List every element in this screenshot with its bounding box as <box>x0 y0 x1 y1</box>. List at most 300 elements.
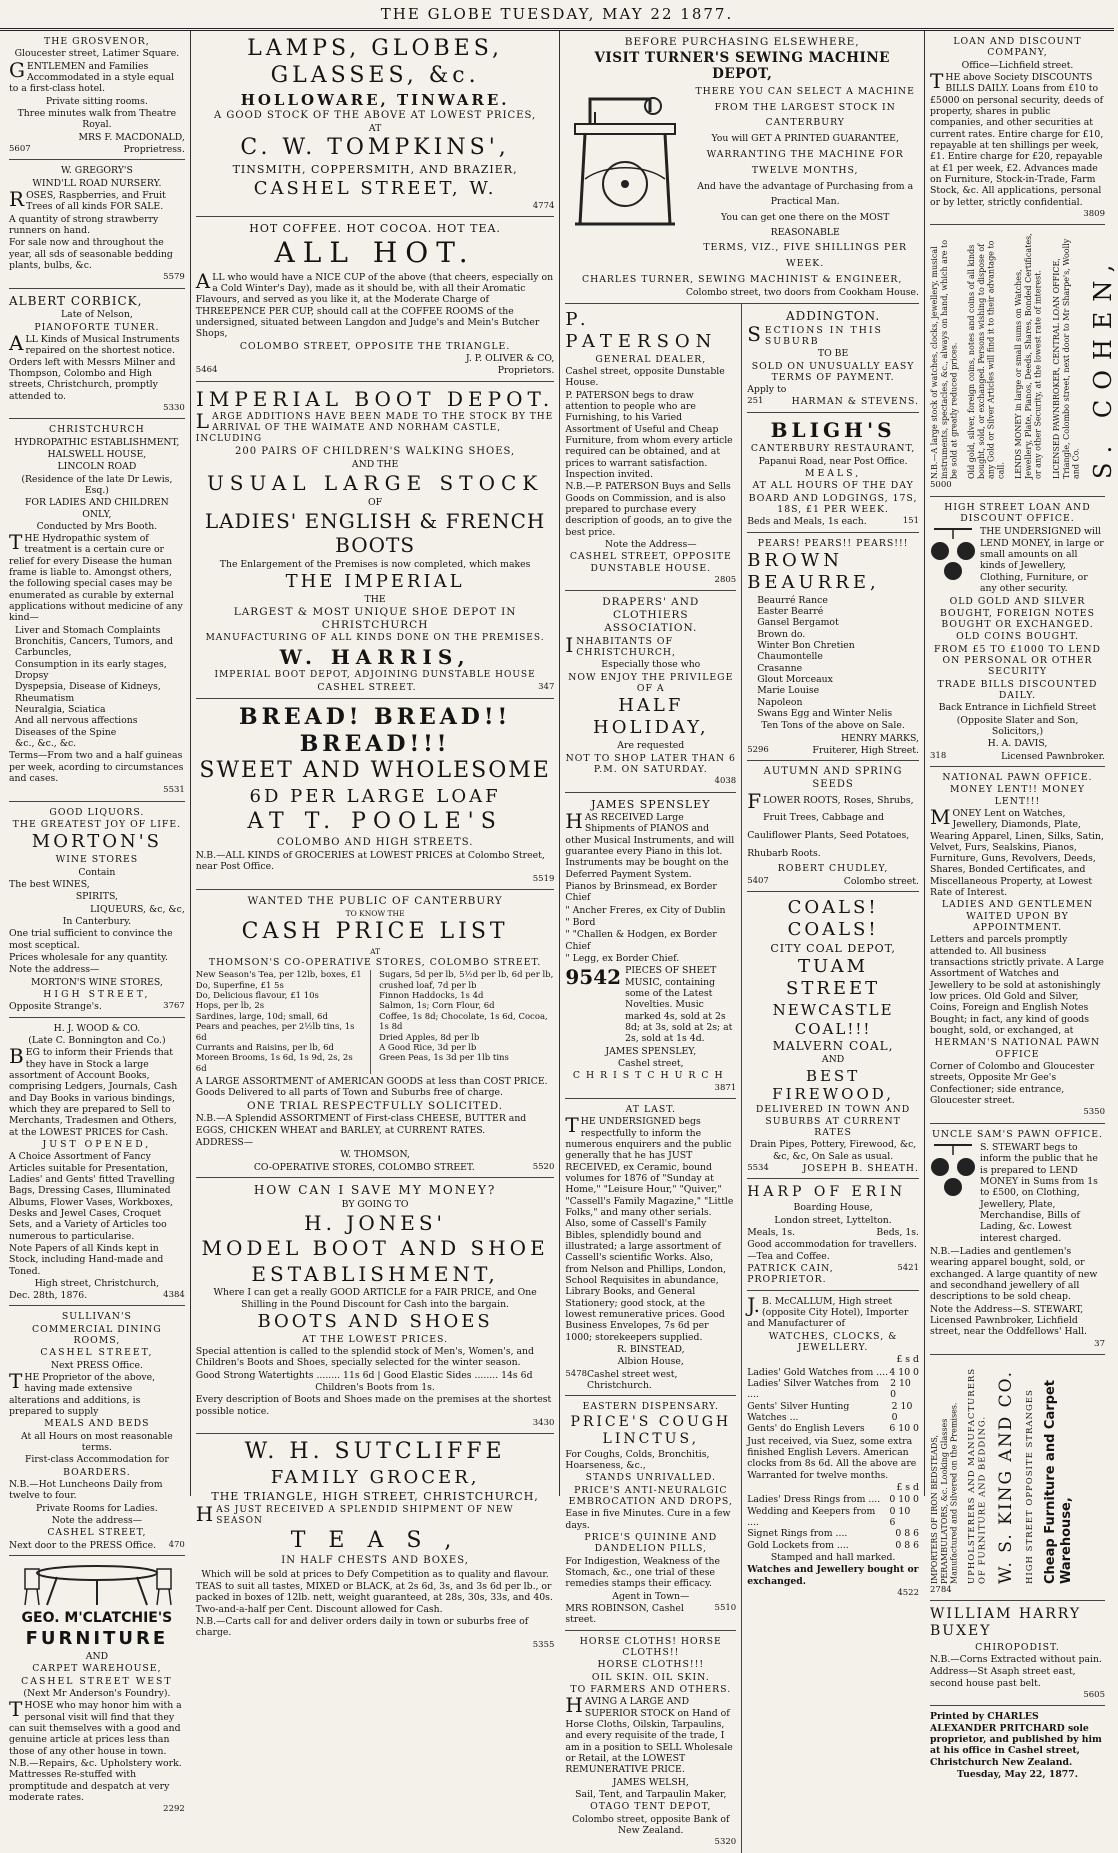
ad-v4: UPHOLSTERERS AND MANUFACTURERS OF FURNITURE AND BEDDING. <box>967 1367 988 1584</box>
ad-agent2: MRS ROBINSON, Cashel street. <box>565 1602 684 1626</box>
ad-owner: PATRICK CAIN, PROPRIETOR. <box>747 1263 834 1286</box>
ad-addr2: Next door to the PRESS Office. <box>9 1539 157 1551</box>
ad-lowest: AT THE LOWEST PRICES. <box>302 1333 449 1345</box>
price-row <box>747 1367 919 1378</box>
ad-title: LOAN AND DISCOUNT COMPANY, <box>953 36 1082 59</box>
sewing-machine-icon <box>565 84 685 234</box>
ad-addr2: HIGH STREET, <box>43 988 151 1000</box>
ad-body: ALL who would have a NICE CUP of the above (that cheers, especially on a Cold Winter's Day), made as it should be, with all their Aromatic Flavours, and served as you like it, at the Moderate Charge of THREEPENCE PER CUP, should call at the COFFEE ROOMS of the undersigned, situated between Langdon and Judge's and Mein's Butcher Shops, <box>195 268 554 340</box>
ad-code: 5330 <box>163 402 185 413</box>
ad-mccallum <box>747 1291 919 1604</box>
ad-depot: OTAGO TENT DEPOT, <box>590 1801 712 1813</box>
price-value: 0 10 0 <box>889 1494 919 1506</box>
ad-head: £ s d <box>896 1354 919 1366</box>
ad-title: JAMES SPENSLEY <box>591 797 711 811</box>
ad-l4: " "Challen & Hodgen, ex Border Chief <box>565 929 717 952</box>
price-list-left: New Season's Tea, per 12lb, boxes, £1 Do, Superfine, £1 5s Do, Delicious flavour, £1 10s Hops, per lb, 2s Sardines, large, 10d; small, 6d Pears and peaches, per 2½lb tins, 1s 6d Currants and Raisins, per lb, 6d Moreen Brooms, 1s 6d, 1s 9d, 2s, 2s 6d <box>196 970 371 1074</box>
ad-code: 5605 <box>1083 1689 1105 1700</box>
ad-body: THE UNDERSIGNED begs respectfully to inform the numerous enquirers and the public generally that he has JUST RECEIVED, ex Ceramic, bound volumes for 1876 of "Sunday at Home," "Leisure Hour," "Quiver," "Cassell's Family Magazine," "Little Folks," and many other serials. Also, some of Cassell's Family Bibles, splendidly bound and illustrated; a large assortment of Cassell's scientific Works. Also, from Nelson and Phillips, London, School Requisites in abundance, Library Books, and General Stationery; good stock, at the lowest remunerative prices. Good Business Envelopes, 7s 6d per 1000; storekeepers supplied. <box>565 1113 734 1343</box>
ad-body: GENTLEMEN and Families Accommodated in a style equal to a first-class hotel. <box>9 57 175 95</box>
ad-code: 5510 <box>714 1602 737 1613</box>
ad-beds: Beds and Meals, 1s each. <box>747 516 867 528</box>
ad-terms: Terms—From two and a half guineas per week, acording to circumstances and cases. <box>9 750 184 785</box>
ad-model: MODEL BOOT AND SHOE <box>201 1236 549 1261</box>
ad-esp: Especially those who <box>601 659 701 671</box>
ad-addr: CASHEL STREET, <box>47 1527 147 1539</box>
ad-sub4: (Residence of the late Dr Lewis, Esq.) <box>21 473 173 496</box>
ad-body: P. PATERSON begs to draw attention to people who are Furnishing, to his Varied Assortment of Useful and Cheap Furniture, from whom every article required can be obtained, and at prices to warrant satisfaction. Inspection invited. <box>565 389 733 481</box>
ad-body3: For sale now and throughout the year, all sds of seasonable bedding plants, bulbs, &c. <box>9 237 173 271</box>
ad-addr: COLOMBO AND HIGH STREETS. <box>276 836 474 848</box>
ad-teas: T E A S , <box>290 1527 460 1553</box>
ad-pears <box>747 533 919 762</box>
ad-body: HAS RECEIVED Large Shipments of PIANOS and other Musical Instruments, and will guarantee every Piano in this lot. Instruments may be bought on the Deferred Payment System. <box>565 809 735 880</box>
ad-anti: PRICE'S ANTI-NEURALGIC EMBROCATION AND DROPS, <box>568 1484 733 1507</box>
ad-addr1: MORTON'S WINE STORES, <box>30 976 163 988</box>
ad-stores: THOMSON'S CO-OPERATIVE STORES, COLOMBO STREET. <box>208 957 542 969</box>
ad-sub: HOLLOWARE, TINWARE. <box>240 90 510 109</box>
ad-v2: HIGH STREET OPPOSITE STRANGES <box>1024 1389 1035 1584</box>
ad-v3: W. S. KING AND CO. <box>995 1370 1016 1584</box>
ad-opened: JUST OPENED, <box>42 1138 152 1150</box>
price-label: Gents' do English Levers <box>747 1423 865 1435</box>
ad-body: HAS JUST RECEIVED A SPLENDID SHIPMENT OF NEW SEASON <box>195 1501 514 1526</box>
ad-mclatchie <box>9 1556 185 1820</box>
ad-at: AT <box>368 123 382 135</box>
ad-l5: WARRANTING THE MACHINE FOR <box>706 149 904 161</box>
ad-title: GEO. M'CLATCHIE'S <box>21 1610 173 1627</box>
ad-addr: Albion House, <box>617 1356 684 1368</box>
ad-turner-sewing <box>565 31 919 304</box>
ad-every: Every description of Boots and Shoes made on the premises at the shortest possible notice. <box>195 1394 552 1417</box>
price-label: Gents' Silver Hunting Watches ... <box>747 1400 850 1423</box>
ad-title: GOOD LIQUORS. <box>49 806 145 818</box>
ad-subtitle2: PIANOFORTE TUNER. <box>34 321 160 333</box>
ad-body: A GOOD STOCK OF THE ABOVE AT LOWEST PRICES, <box>214 109 537 121</box>
ad-price: 6D PER LARGE LOAF <box>249 786 501 808</box>
ad-sub: CHIROPODIST. <box>975 1641 1060 1653</box>
ad-coins: OLD COINS BOUGHT. <box>956 631 1079 643</box>
ad-t1: One trial sufficient to convince the most sceptical. <box>9 928 173 951</box>
ad-sub6: Conducted by Mrs Booth. <box>36 520 158 532</box>
ad-title: NATIONAL PAWN OFFICE. <box>942 771 1093 783</box>
ad-mortons <box>9 802 185 1018</box>
ad-name: HARMAN & STEVENS. <box>791 396 919 408</box>
ad-opp: (Opposite Slater and Son, Solicitors,) <box>956 714 1079 737</box>
ad-code: 5519 <box>532 873 555 884</box>
ad-title: UNCLE SAM'S PAWN OFFICE. <box>932 1128 1103 1140</box>
ad-owner: MRS F. MACDONALD, <box>78 131 185 143</box>
imprint <box>930 1706 1105 1785</box>
ad-body: HAVING A LARGE AND SUPERIOR STOCK on Hand of Horse Cloths, Oilskin, Tarpaulins, and every requisite of the trade, I am in a position to SELL Wholesale or Retail, at the LOWEST REMUNERATIVE PRICE. <box>565 1693 733 1776</box>
furniture-illustration <box>9 1563 185 1607</box>
masthead: THE GLOBE TUESDAY, MAY 22 1877. <box>0 0 1114 31</box>
ad-ladies: LADIES' ENGLISH & FRENCH BOOTS <box>204 509 546 558</box>
ad-body: SECTIONS IN THIS SUBURB <box>747 321 883 347</box>
ad-code: 5579 <box>163 272 185 283</box>
ad-estab: ESTABLISHMENT, <box>251 1261 499 1286</box>
ad-sub: Boarding House, <box>793 1202 873 1214</box>
ad-addr2: CASHEL STREET. <box>317 682 417 694</box>
ad-body: LARGE ADDITIONS HAVE BEEN MADE TO THE STOCK BY THE ARRIVAL OF THE WAIMATE AND NORHAM CASTLE, INCLUDING <box>195 408 554 444</box>
ad-name: MORTON'S <box>31 831 162 853</box>
ad-buxey <box>930 1601 1105 1706</box>
ad-boots: BOOTS AND SHOES <box>257 1310 493 1332</box>
ad-l9: TERMS, VIZ., FIVE SHILLINGS PER <box>703 242 908 254</box>
ad-name: W. THOMSON, <box>340 1149 410 1161</box>
column-4 <box>924 31 1117 1780</box>
ad-tompkins <box>196 31 555 217</box>
ad-code: 318 <box>930 750 947 761</box>
ad-bread <box>196 699 555 890</box>
price-label: Ladies' Silver Watches from .... <box>747 1377 879 1401</box>
ad-list: Liver and Stomach Complaints Bronchitis, Cancers, Tumors, and Carbuncles, Consumption in its early stages, Dropsy Dyspepsia, Disease of Kidneys, Rheumatism Neuralgia, Sciatica And all nervous affections Diseases of the Spine &c., &c., &c. <box>15 624 174 750</box>
ad-body: THE Proprietor of the above, having made extensive alterations and additions, is prepared to supply <box>9 1369 156 1418</box>
ad-owner: HENRY MARKS, <box>840 732 919 744</box>
ad-sub: WATCHES, CLOCKS, & JEWELLERY. <box>768 1330 898 1353</box>
ad-extra2: Three minutes walk from Theatre Royal. <box>17 107 177 131</box>
ad-title: HOW CAN I SAVE MY MONEY? <box>253 1183 497 1198</box>
ad-toknow: TO KNOW THE <box>345 908 405 918</box>
ad-name: BROWN BEAURRE, <box>747 549 880 593</box>
ad-addr-h: ADDRESS— <box>195 1137 254 1149</box>
ad-addr3: Opposite Strange's. <box>9 1001 102 1013</box>
ad-body2: For Indigestion, Weakness of the Stomach, &c., one trial of these remedies stamps their efficacy. <box>565 1555 721 1590</box>
ad-body: INHABITANTS OF CHRISTCHURCH, <box>565 632 676 659</box>
ad-owner: R. BINSTEAD, <box>616 1343 685 1355</box>
ad-quinine: PRICE'S QUININE AND DANDELION PILLS, <box>584 1531 718 1555</box>
ad-l2: SPIRITS, <box>75 891 118 903</box>
ad-v5: IMPORTERS OF IRON BEDSTEADS, PERAMBULATORS, &c. Looking Glasses Manufactured and Silvered on the Premises. <box>930 1402 959 1584</box>
ad-name: H. JONES' <box>304 1211 447 1236</box>
ad-body: ALL Kinds of Musical Instruments repaired on the shortest notice. Orders left with Messrs Milner and Thompson, Colombo and High streets, Christchurch, promptly attended to. <box>9 330 180 402</box>
ad-num: 9542 <box>565 965 622 990</box>
ad-addington <box>747 304 919 413</box>
ad-l1: The best WINES, <box>9 879 90 890</box>
ad-head2: £ s d <box>896 1481 919 1493</box>
ad-code: 5534 <box>747 1162 769 1173</box>
ad-apply: Apply to <box>747 384 787 396</box>
ad-best: BEST FIREWOOD, <box>772 1066 895 1104</box>
ad-l3: CANTERBURY <box>765 117 845 129</box>
ad-contain: Contain <box>78 866 116 878</box>
ad-title: H. J. WOOD & CO. <box>53 1022 141 1034</box>
ad-king-furniture <box>930 1355 1105 1601</box>
pawn-balls-icon <box>930 525 976 583</box>
ad-tons: Ten Tons of the above on Sale. <box>761 720 905 732</box>
ad-large: A LARGE ASSORTMENT of AMERICAN GOODS at less than COST PRICE. Goods Delivered to all parts of Town and Suburbs free of charge. <box>195 1076 548 1099</box>
ad-sub: (Late C. Bonnington and Co.) <box>28 1034 166 1046</box>
ad-trade: TRADE BILLS DISCOUNTED DAILY. <box>937 678 1098 701</box>
ad-code: 4522 <box>897 1587 919 1598</box>
ad-nb: N.B.—P. PATERSON Buys and Sells Goods on Commission, and is also prepared to purchase every description of goods, an to give the best price. <box>565 481 732 538</box>
column-1 <box>4 31 190 1815</box>
ad-code: 5320 <box>714 1837 737 1848</box>
ad-sold: SOLD ON UNUSUALLY EASY TERMS OF PAYMENT. <box>751 360 915 383</box>
ad-v3: Old gold, silver, foreign coins, notes and coins of all kinds bought, sold, or exchanged. Persons wishing to dispose of any Gold or Silver Articles will find it to their advantage to call. <box>967 240 1006 480</box>
ad-water: Good Strong Watertights ........ 11s 6d | Good Elastic Sides ........ 14s 6d <box>195 1369 533 1381</box>
ad-harris: W. HARRIS, <box>279 645 471 670</box>
ad-stands: STANDS UNRIVALLED. <box>585 1472 716 1484</box>
ad-sub: COMMERCIAL DINING ROOMS, <box>32 1323 162 1347</box>
ad-foot: Watches and Jewellery bought or exchanged. <box>747 1564 919 1587</box>
price-label: Gold Lockets from .... <box>747 1539 849 1551</box>
ad-newcastle: NEWCASTLE COAL!!! <box>772 1001 894 1038</box>
ad-code: 5000 <box>930 480 952 491</box>
ad-l5: " Legg, ex Border Chief. <box>565 953 680 965</box>
price-row <box>747 1528 919 1539</box>
price-value: 6 10 0 <box>889 1423 919 1435</box>
ad-wait: LADIES AND GENTLEMEN WAITED UPON BY APPOINTMENT. <box>941 899 1094 934</box>
ad-repairs: N.B.—Repairs, &c. Upholstery work. Mattresses Re-stuffed with promptitude and despatch at very moderate rates. <box>9 1758 182 1804</box>
price-value: 0 8 6 <box>895 1528 919 1540</box>
ad-seeds <box>747 761 919 892</box>
ad-body: FLOWER ROOTS, Roses, Shrubs, Fruit Trees, Cabbage and Cauliflower Plants, Seed Potatoes, Rhubarb Roots. <box>747 788 914 859</box>
ad-drain: Drain Pipes, Pottery, Firewood, &c, &c, &c, On Sale as usual. <box>749 1139 917 1162</box>
ad-code: 5350 <box>1083 1107 1105 1118</box>
ring-price-table <box>747 1494 919 1551</box>
ad-wood <box>9 1018 185 1307</box>
ad-nursery <box>9 160 185 288</box>
ad-code: 5531 <box>163 785 185 796</box>
ad-meals: MEALS, <box>804 467 862 479</box>
ad-top: HOT COFFEE. HOT COCOA. HOT TEA. <box>249 222 501 236</box>
ad-body: ROSES, Raspberries, and Fruit Trees of all kinds FOR SALE. <box>9 186 166 213</box>
ad-l3: LIQUEURS, &c, &c, <box>90 903 185 915</box>
ad-the: THE <box>364 594 386 606</box>
ad-title: COALS! COALS! <box>787 896 879 940</box>
ad-body: THOSE who may honor him with a personal visit will find that they can suit themselves with a good and genuine article at prices less than those of any other house in town. <box>9 1697 182 1757</box>
price-value: 2 10 0 <box>890 1377 911 1401</box>
ad-sub: MONEY LENT!! MONEY LENT!!! <box>949 784 1086 807</box>
ad-cohen <box>930 225 1117 496</box>
ad-coals <box>747 892 919 1179</box>
ad-addr: THE TRIANGLE, HIGH STREET, CHRISTCHURCH, <box>211 1490 539 1504</box>
ad-owner: CHARLES TURNER, SEWING MACHINIST & ENGINEER, <box>582 274 903 286</box>
ad-code: 347 <box>538 682 555 693</box>
ad-at: AT <box>370 946 381 956</box>
price-label: Ladies' Dress Rings from .... <box>747 1494 881 1506</box>
ad-loan-discount <box>930 31 1105 225</box>
ad-code: 5407 <box>747 875 769 886</box>
ad-subtitle: Late of Nelson, <box>60 309 133 321</box>
ad-title: ALBERT CORBICK, <box>9 293 143 308</box>
ad-by: BY GOING TO <box>341 1198 409 1210</box>
ad-grosvenor <box>9 31 185 160</box>
ad-trial: ONE TRIAL RESPECTFULLY SOLICITED. <box>247 1099 504 1112</box>
ad-addr: Papanui Road, near Post Office. <box>758 455 908 467</box>
ad-address: Gloucester street, Latimer Square. <box>14 48 180 60</box>
ad-title: S. COHEN, <box>1088 254 1117 480</box>
ad-l4: You will GET A PRINTED GUARANTEE, <box>711 133 899 145</box>
ad-beds: Beds, 1s. <box>876 1227 919 1239</box>
ad-role: Proprietors. <box>497 365 555 377</box>
ad-horse-cloths <box>565 1631 736 1853</box>
ad-sub: HYDROPATHIC ESTABLISHMENT, <box>14 436 180 448</box>
ad-half: HALF HOLIDAY, <box>593 695 709 739</box>
ad-sub: FURNITURE <box>25 1628 169 1650</box>
ad-enlarge: The Enlargement of the Premises is now completed, which makes <box>219 558 531 570</box>
ad-t2: Prices wholesale for any quantity. <box>9 951 168 963</box>
ad-title: W. GREGORY'S <box>60 165 133 177</box>
ad-old: OLD GOLD AND SILVER BOUGHT, FOREIGN NOTES BOUGHT OR EXCHANGED. <box>940 596 1095 630</box>
ad-sub: CANTERBURY RESTAURANT, <box>750 443 916 455</box>
ad-code: 5520 <box>532 1161 555 1172</box>
ad-uncle-sams <box>930 1124 1105 1355</box>
ad-tuam: TUAM STREET <box>785 956 881 1000</box>
ad-sub4: (Next Mr Anderson's Foundry). <box>23 1688 171 1700</box>
ad-spensley <box>565 793 736 1099</box>
ad-jones-boot <box>196 1178 555 1434</box>
ad-tobe: TO BE <box>817 348 849 360</box>
ad-national-pawn <box>930 767 1105 1124</box>
ad-title: VISIT TURNER'S SEWING MACHINE DEPOT, <box>594 49 890 83</box>
ad-sub: Office—Lichfield street. <box>961 59 1074 71</box>
ad-sub3: CASHEL STREET WEST <box>21 1675 173 1687</box>
ad-cash-price-list <box>196 890 555 1178</box>
ad-role: Licensed Pawnbroker. <box>1001 750 1105 762</box>
ad-title: BREAD! BREAD!! BREAD!!! <box>238 703 512 757</box>
ad-code: 470 <box>168 1539 185 1550</box>
ad-title: WILLIAM HARRY BUXEY <box>930 1606 1082 1640</box>
ad-high-street-loan <box>930 497 1105 767</box>
ad-title: W. H. SUTCLIFFE <box>244 1439 506 1465</box>
ad-oil: OIL SKIN. OIL SKIN. <box>591 1671 710 1683</box>
ad-body: THE above Society DISCOUNTS BILLS DAILY. Loans from £10 to £5000 on personal security, deeds of property, shares in public companies, and other securities at current rates. Entire charge for £10, repayable at ten shillings per week, £1. Entire charge for £20, repayable at £1 per week, £2. Advances made on Furniture, Stock-in-Trade, Farm Stock, &c. All applications, personal or by letter, strictly confidential. <box>930 68 1104 208</box>
ad-manu: MANUFACTURING OF ALL KINDS DONE ON THE PREMISES. <box>205 633 545 644</box>
ad-sub2: WINE STORES <box>55 854 139 866</box>
ad-addr: CO-OPERATIVE STORES, COLOMBO STREET. <box>253 1161 475 1173</box>
ad-title: HORSE CLOTHS! HORSE CLOTHS!! <box>579 1635 722 1658</box>
price-label: Wedding and Keepers from .... <box>747 1505 876 1528</box>
ad-code: 151 <box>902 516 919 527</box>
ad-l2: " Ancher Freres, ex City of Dublin <box>565 904 726 916</box>
ad-title: P. PATERSON <box>565 308 718 352</box>
column-3 <box>559 31 924 1848</box>
ad-harp-of-erin <box>747 1179 919 1290</box>
price-row <box>747 1378 919 1401</box>
ad-v1: LICENSED PAWNBROKER, CENTRAL LOAN OFFICE, Triangle, Colombo street, next door to Mr Sharpe's, Woolly and Co. <box>1051 239 1080 480</box>
ad-code: 5421 <box>897 1263 919 1274</box>
ad-owner: JAMES WELSH, <box>612 1776 689 1788</box>
ad-before: BEFORE PURCHASING ELSEWHERE, <box>624 36 860 48</box>
ad-not: NOT TO SHOP LATER THAN 6 P.M. ON SATURDAY. <box>565 752 736 775</box>
ad-blighs <box>747 413 919 533</box>
ad-dispensary <box>565 1396 736 1630</box>
ad-sub2: CARPET WAREHOUSE, <box>32 1663 162 1675</box>
ad-code: 5464 <box>195 365 218 376</box>
price-value: 2 10 0 <box>891 1400 913 1423</box>
ad-body: THE Hydropathic system of treatment is a certain cure or relief for every Disease the human frame is liable to. Amongst others, the following special cases may be enumerated as curable by external applications without medicine of any kind— <box>9 530 183 624</box>
ad-special: Special attention is called to the splendid stock of Men's, Women's, and Children's Boots and Shoes, specially selected for the winter season. <box>195 1346 534 1369</box>
ad-body2: PIECES OF SHEET MUSIC, containing some of the Latest Novelties. Music marked 4s, sold at 2s 8d; at 3s, sold at 2s; at 2s, sold at 1s 4d. <box>625 965 733 1045</box>
ad-sub2: CASHEL STREET, <box>40 1347 154 1359</box>
ad-now: NOW ENJOY THE PRIVILEGE OF A <box>568 671 734 695</box>
ad-addr: Address—St Asaph street east, second house past belt. <box>930 1666 1076 1689</box>
ad-the-imp: THE IMPERIAL <box>285 571 465 593</box>
ad-addr-h: Note the Address— <box>605 539 697 551</box>
ad-ease: Ease in five Minutes. Cure in a few days. <box>565 1508 731 1531</box>
ad-addr: Colombo street. <box>843 875 919 887</box>
ad-l1: Pianos by Brinsmead, ex Border Chief <box>565 881 717 904</box>
ad-code: 5478 <box>565 1368 588 1379</box>
ad-addr: Note the Address—S. STEWART, Licensed Pawnbroker, Lichfield street, near the Oddfellows' Hall. <box>930 1303 1088 1338</box>
ad-code: 2292 <box>163 1804 185 1815</box>
ad-body3: Note Papers of all Kinds kept in Stock, including Hand-made and Toned. <box>9 1242 164 1277</box>
ad-sullivans <box>9 1306 185 1556</box>
ad-trade: Sail, Tent, and Tarpaulin Maker, <box>575 1788 727 1800</box>
ad-meals: Meals, 1s. <box>747 1227 796 1239</box>
ad-addr-h: Note the address— <box>51 1515 143 1527</box>
price-row <box>747 1494 919 1505</box>
price-row <box>747 1540 919 1551</box>
ad-paterson <box>565 304 736 592</box>
ad-title: AT LAST. <box>625 1103 676 1115</box>
ad-ladies: Private Rooms for Ladies. <box>36 1502 158 1514</box>
ad-boarders: BOARDERS. <box>63 1466 131 1478</box>
ad-sub: CITY COAL DEPOT, <box>770 941 896 955</box>
ad-addr: Colombo street, two doors from Cookham House. <box>685 286 919 298</box>
ad-title: ALL HOT. <box>274 236 476 270</box>
price-row <box>747 1401 919 1424</box>
ad-sub5: FOR LADIES AND CHILDREN ONLY, <box>24 497 169 520</box>
ad-code: 2784 <box>930 1585 952 1595</box>
ad-title: THE GROSVENOR, <box>44 36 150 47</box>
ad-list: Beaurré Rance Easter Bearré Gansel Bergamot Brown do. Winter Bon Chretien Chaumontelle Crasanne Glout Morceaux Marie Louise Napoleon Swans Egg and Winter Nelis <box>757 594 893 720</box>
ad-title: CHRISTCHURCH <box>49 424 145 436</box>
ad-role: Fruiterer, High Street. <box>812 745 919 756</box>
ad-name: C. W. TOMPKINS', <box>240 135 510 161</box>
ad-owner: JAMES SPENSLEY, <box>605 1045 697 1057</box>
ad-addr2: CASHEL STREET, OPPOSITE DUNSTABLE HOUSE. <box>569 551 732 574</box>
ad-addr: IMPERIAL BOOT DEPOT, ADJOINING DUNSTABLE HOUSE <box>214 670 536 681</box>
ad-code: 251 <box>747 396 764 407</box>
ad-code: 3871 <box>714 1082 737 1093</box>
ad-addr: London street, Lyttelton. <box>774 1214 892 1226</box>
ad-imperial-boot <box>196 382 555 699</box>
ad-owner: J. P. OLIVER & CO, <box>465 352 555 364</box>
ad-city: CHRISTCHURCH <box>572 1070 729 1082</box>
ad-code: 3430 <box>532 1418 555 1429</box>
ad-body2: A Choice Assortment of Fancy Articles suitable for Presentation, Ladies' and Gents' fitted Travelling Bags, Dressing Cases, Illuminated Albums, Flower Vases, Workboxes, Desks and Jewel Cases, Croquet Sets, and a Variety of Articles too numerous to particularise. <box>9 1151 175 1242</box>
ad-body2: Letters and parcels promptly attended to. All business transactions strictly private. A Large Assortment of Watches and Jewellery to be sold at astonishingly low prices. Old Gold and Silver, Coins, Foreign and English Notes Bought; in fact, any kind of goods bought, sold, or exchanged, at <box>930 934 1104 1037</box>
ad-subtitle: WIND'LL ROAD NURSERY. <box>32 177 162 189</box>
ad-code: 5607 <box>9 143 31 154</box>
ad-sweet: SWEET AND WHOLESOME <box>199 758 551 784</box>
ad-addr: High street, Christchurch, <box>34 1277 160 1289</box>
ad-role: Proprietress. <box>123 143 185 155</box>
ad-title: J.B. McCALLUM, High street (opposite City Hotel), Importer and Manufacturer of <box>747 1292 909 1330</box>
ad-wanted: WANTED THE PUBLIC OF CANTERBURY <box>247 895 503 908</box>
ad-sub: FAMILY GROCER, <box>270 1467 480 1489</box>
ad-trade: TINSMITH, COPPERSMITH, AND BRAZIER, <box>232 163 518 177</box>
ad-v4: N.B.—A large stock of watches, clocks, jewellery, musical instruments, spectacles, &c., always on hand, which are to be sold at greatly reduced prices. <box>930 240 959 480</box>
ad-sub3: LINCOLN ROAD <box>57 461 137 473</box>
ad-at: AT T. POOLE'S <box>247 809 503 835</box>
ad-body2: A quantity of strong strawberry runners on hand. <box>9 213 159 236</box>
ad-at-last <box>565 1099 736 1396</box>
ad-code: 2805 <box>714 575 737 586</box>
ad-code: 5296 <box>747 745 769 755</box>
price-row <box>747 1423 919 1434</box>
ad-hydropathic <box>9 419 185 802</box>
ad-addr2: Cashel street west, Christchurch. <box>587 1368 678 1391</box>
ad-piano-tuner <box>9 289 185 420</box>
ad-code: 4774 <box>532 200 555 211</box>
imprint-date: Tuesday, May 22, 1877. <box>957 1768 1078 1780</box>
ad-nb: N.B.—Ladies and gentlemen's wearing apparel bought, sold, or exchanged. A large quantity of new and secondhand jewellery of all descriptions to be sold cheap. <box>930 1246 1098 1303</box>
columns <box>0 31 1117 1848</box>
